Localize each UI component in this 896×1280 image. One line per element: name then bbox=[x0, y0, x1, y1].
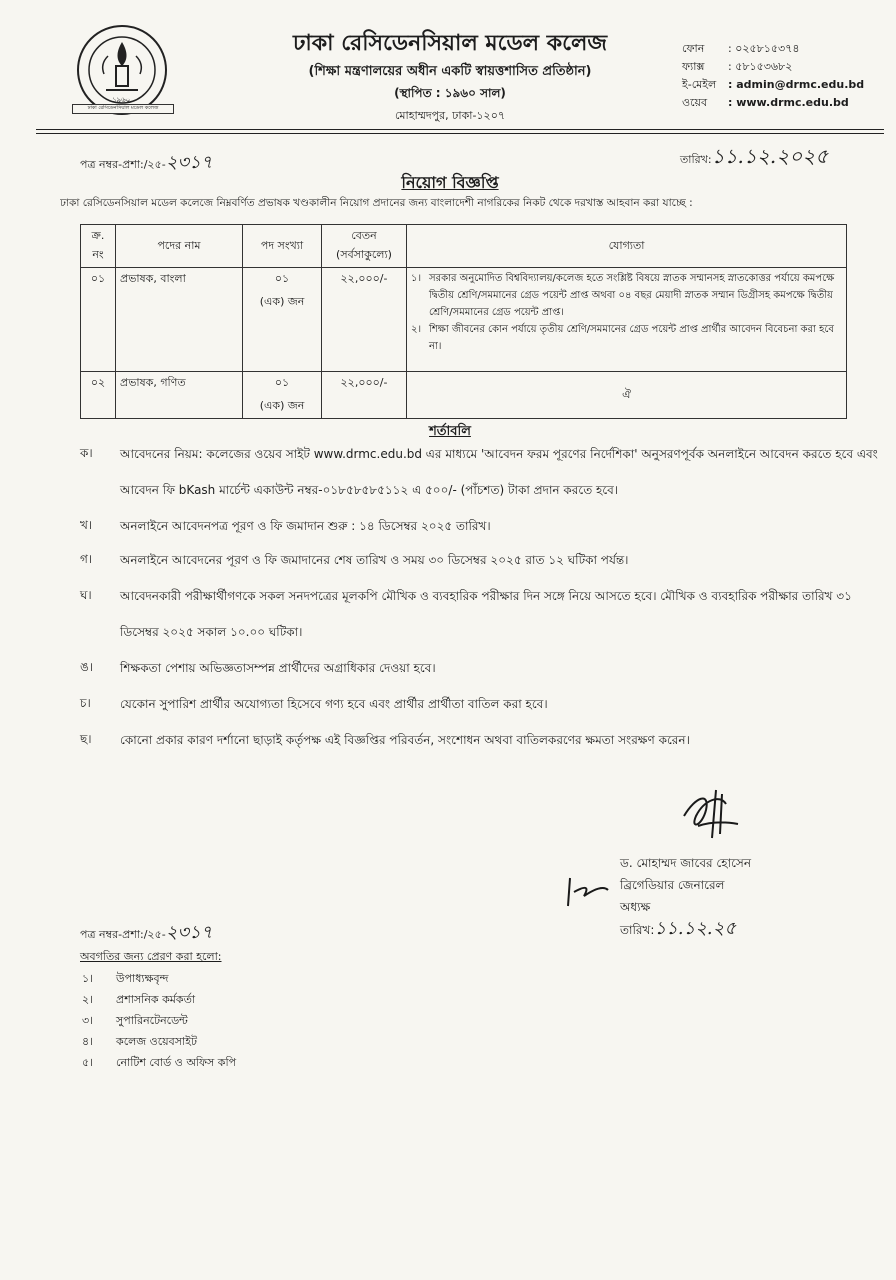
memo-date: তারিখ:১১.১২.২০২৫ bbox=[680, 144, 829, 168]
row1-count: ০১ (এক) জন bbox=[243, 268, 322, 372]
table-header-row bbox=[81, 225, 847, 268]
signatory-date-handwritten: ১১.১২.২৫ bbox=[654, 918, 737, 939]
logo-year: ১৯৬০ bbox=[112, 96, 131, 104]
established-year: (স্থাপিত : ১৯৬০ সাল) bbox=[394, 86, 506, 100]
row2-post: প্রভাষক, গণিত bbox=[116, 372, 243, 419]
notice-title: নিয়োগ বিজ্ঞপ্তি bbox=[401, 173, 499, 192]
signatory-designation: অধ্যক্ষ bbox=[620, 900, 651, 914]
header-qualification: যোগ্যতা bbox=[407, 225, 847, 268]
contact-phone: ফোন : ০২৫৮১৫৩৭৪ bbox=[682, 42, 800, 55]
memo-date-handwritten: ১১.১২.২০২৫ bbox=[711, 144, 829, 168]
row2-salary: ২২,০০০/- bbox=[322, 372, 407, 419]
header-divider-1 bbox=[36, 129, 884, 130]
signatory-block bbox=[620, 852, 751, 941]
distribution-memo-number: পত্র নম্বর-প্রশা:/২৫-২৩১৭ bbox=[80, 922, 213, 943]
contact-email[interactable]: ই-মেইল : admin@drmc.edu.bd bbox=[682, 78, 865, 91]
distribution-item: ৫। নোটিশ বোর্ড ও অফিস কপি bbox=[82, 1056, 237, 1069]
row2-count: ০১ (এক) জন bbox=[243, 372, 322, 419]
memo-number-handwritten: ২৩১৭ bbox=[165, 152, 213, 173]
distribution-item: ২। প্রশাসনিক কর্মকর্তা bbox=[82, 993, 196, 1006]
header-serial: ক্র. নং bbox=[81, 225, 116, 268]
row2-serial: ০২ bbox=[81, 372, 116, 419]
header-post: পদের নাম bbox=[116, 225, 243, 268]
college-logo bbox=[76, 24, 168, 116]
vacancy-table bbox=[80, 224, 847, 419]
contact-web[interactable]: ওয়েব : www.drmc.edu.bd bbox=[682, 96, 849, 109]
row2-qualification-ditto: ঐ bbox=[407, 372, 847, 419]
row1-qualification: ১। সরকার অনুমোদিত বিশ্ববিদ্যালয়/কলেজ হতে সংশ্লিষ্ট বিষয়ে স্নাতক সম্মানসহ স্নাতকোত্তর পর্যায়ে কমপক্ষে দ্বিতীয় শ্রেণি/সমমানের গ্রেড পয়েন্ট প্রাপ্ত অথবা ০৪ বছর মেয়াদী স্নাতক সম্মান ডিগ্রীসহ কমপক্ষে দ্বিতীয় শ্রেণি/সমমানের গ্রেড পয়েন্ট প্রাপ্ত। ২। শিক্ষা জীবনের কোন পর্যায়ে তৃতীয় শ্রেণি/সমমানের গ্রেড পয়েন্ট প্রাপ্ত প্রার্থীর আবেদন বিবেচনা করা হবে না। bbox=[407, 268, 847, 372]
table-row bbox=[81, 372, 847, 419]
header-count: পদ সংখ্যা bbox=[243, 225, 322, 268]
college-subtitle: (শিক্ষা মন্ত্রণালয়ের অধীন একটি স্বায়ত্তশাসিত প্রতিষ্ঠান) bbox=[308, 64, 592, 79]
notice-intro: ঢাকা রেসিডেনসিয়াল মডেল কলেজে নিম্নবর্ণিত প্রভাষক খণ্ডকালীন নিয়োগ প্রদানের জন্য বাংলাদেশী নাগরিকের নিকট থেকে দরখাস্ত আহবান করা যাচ্ছে : bbox=[60, 197, 693, 209]
signatory-rank: ব্রিগেডিয়ার জেনারেল bbox=[620, 878, 725, 892]
contact-block bbox=[682, 40, 892, 112]
signatory-name: ড. মোহাম্মদ জাবের হোসেন bbox=[620, 856, 751, 870]
memo-number: পত্র নম্বর-প্রশা:/২৫-২৩১৭ bbox=[80, 152, 213, 173]
signatory-date: তারিখ:১১.১২.২৫ bbox=[620, 918, 737, 939]
header-divider-2 bbox=[36, 133, 884, 134]
logo-ribbon: ঢাকা রেসিডেনসিয়াল মডেল কলেজ bbox=[72, 104, 174, 114]
distribution-number-handwritten: ২৩১৭ bbox=[165, 922, 213, 943]
distribution-item: ১। উপাধ্যক্ষবৃন্দ bbox=[82, 972, 169, 985]
principal-signature bbox=[676, 786, 746, 846]
college-address: মোহাম্মদপুর, ঢাকা-১২০৭ bbox=[394, 109, 506, 122]
distribution-item: ৪। কলেজ ওয়েবসাইট bbox=[82, 1035, 197, 1048]
initial-mark bbox=[562, 874, 614, 914]
row1-salary: ২২,০০০/- bbox=[322, 268, 407, 372]
table-row bbox=[81, 268, 847, 372]
header-salary: বেতন (সর্বসাকুল্যে) bbox=[322, 225, 407, 268]
college-name: ঢাকা রেসিডেনসিয়াল মডেল কলেজ bbox=[292, 30, 608, 56]
conditions-title: শর্তাবলি bbox=[429, 424, 471, 439]
distribution-title: অবগতির জন্য প্রেরণ করা হলো: bbox=[80, 950, 222, 963]
distribution-item: ৩। সুপারিনটেনডেন্ট bbox=[82, 1014, 188, 1027]
row1-serial: ০১ bbox=[81, 268, 116, 372]
row1-post: প্রভাষক, বাংলা bbox=[116, 268, 243, 372]
contact-fax: ফ্যাক্স : ৫৮১৫৩৬৮২ bbox=[682, 60, 793, 73]
